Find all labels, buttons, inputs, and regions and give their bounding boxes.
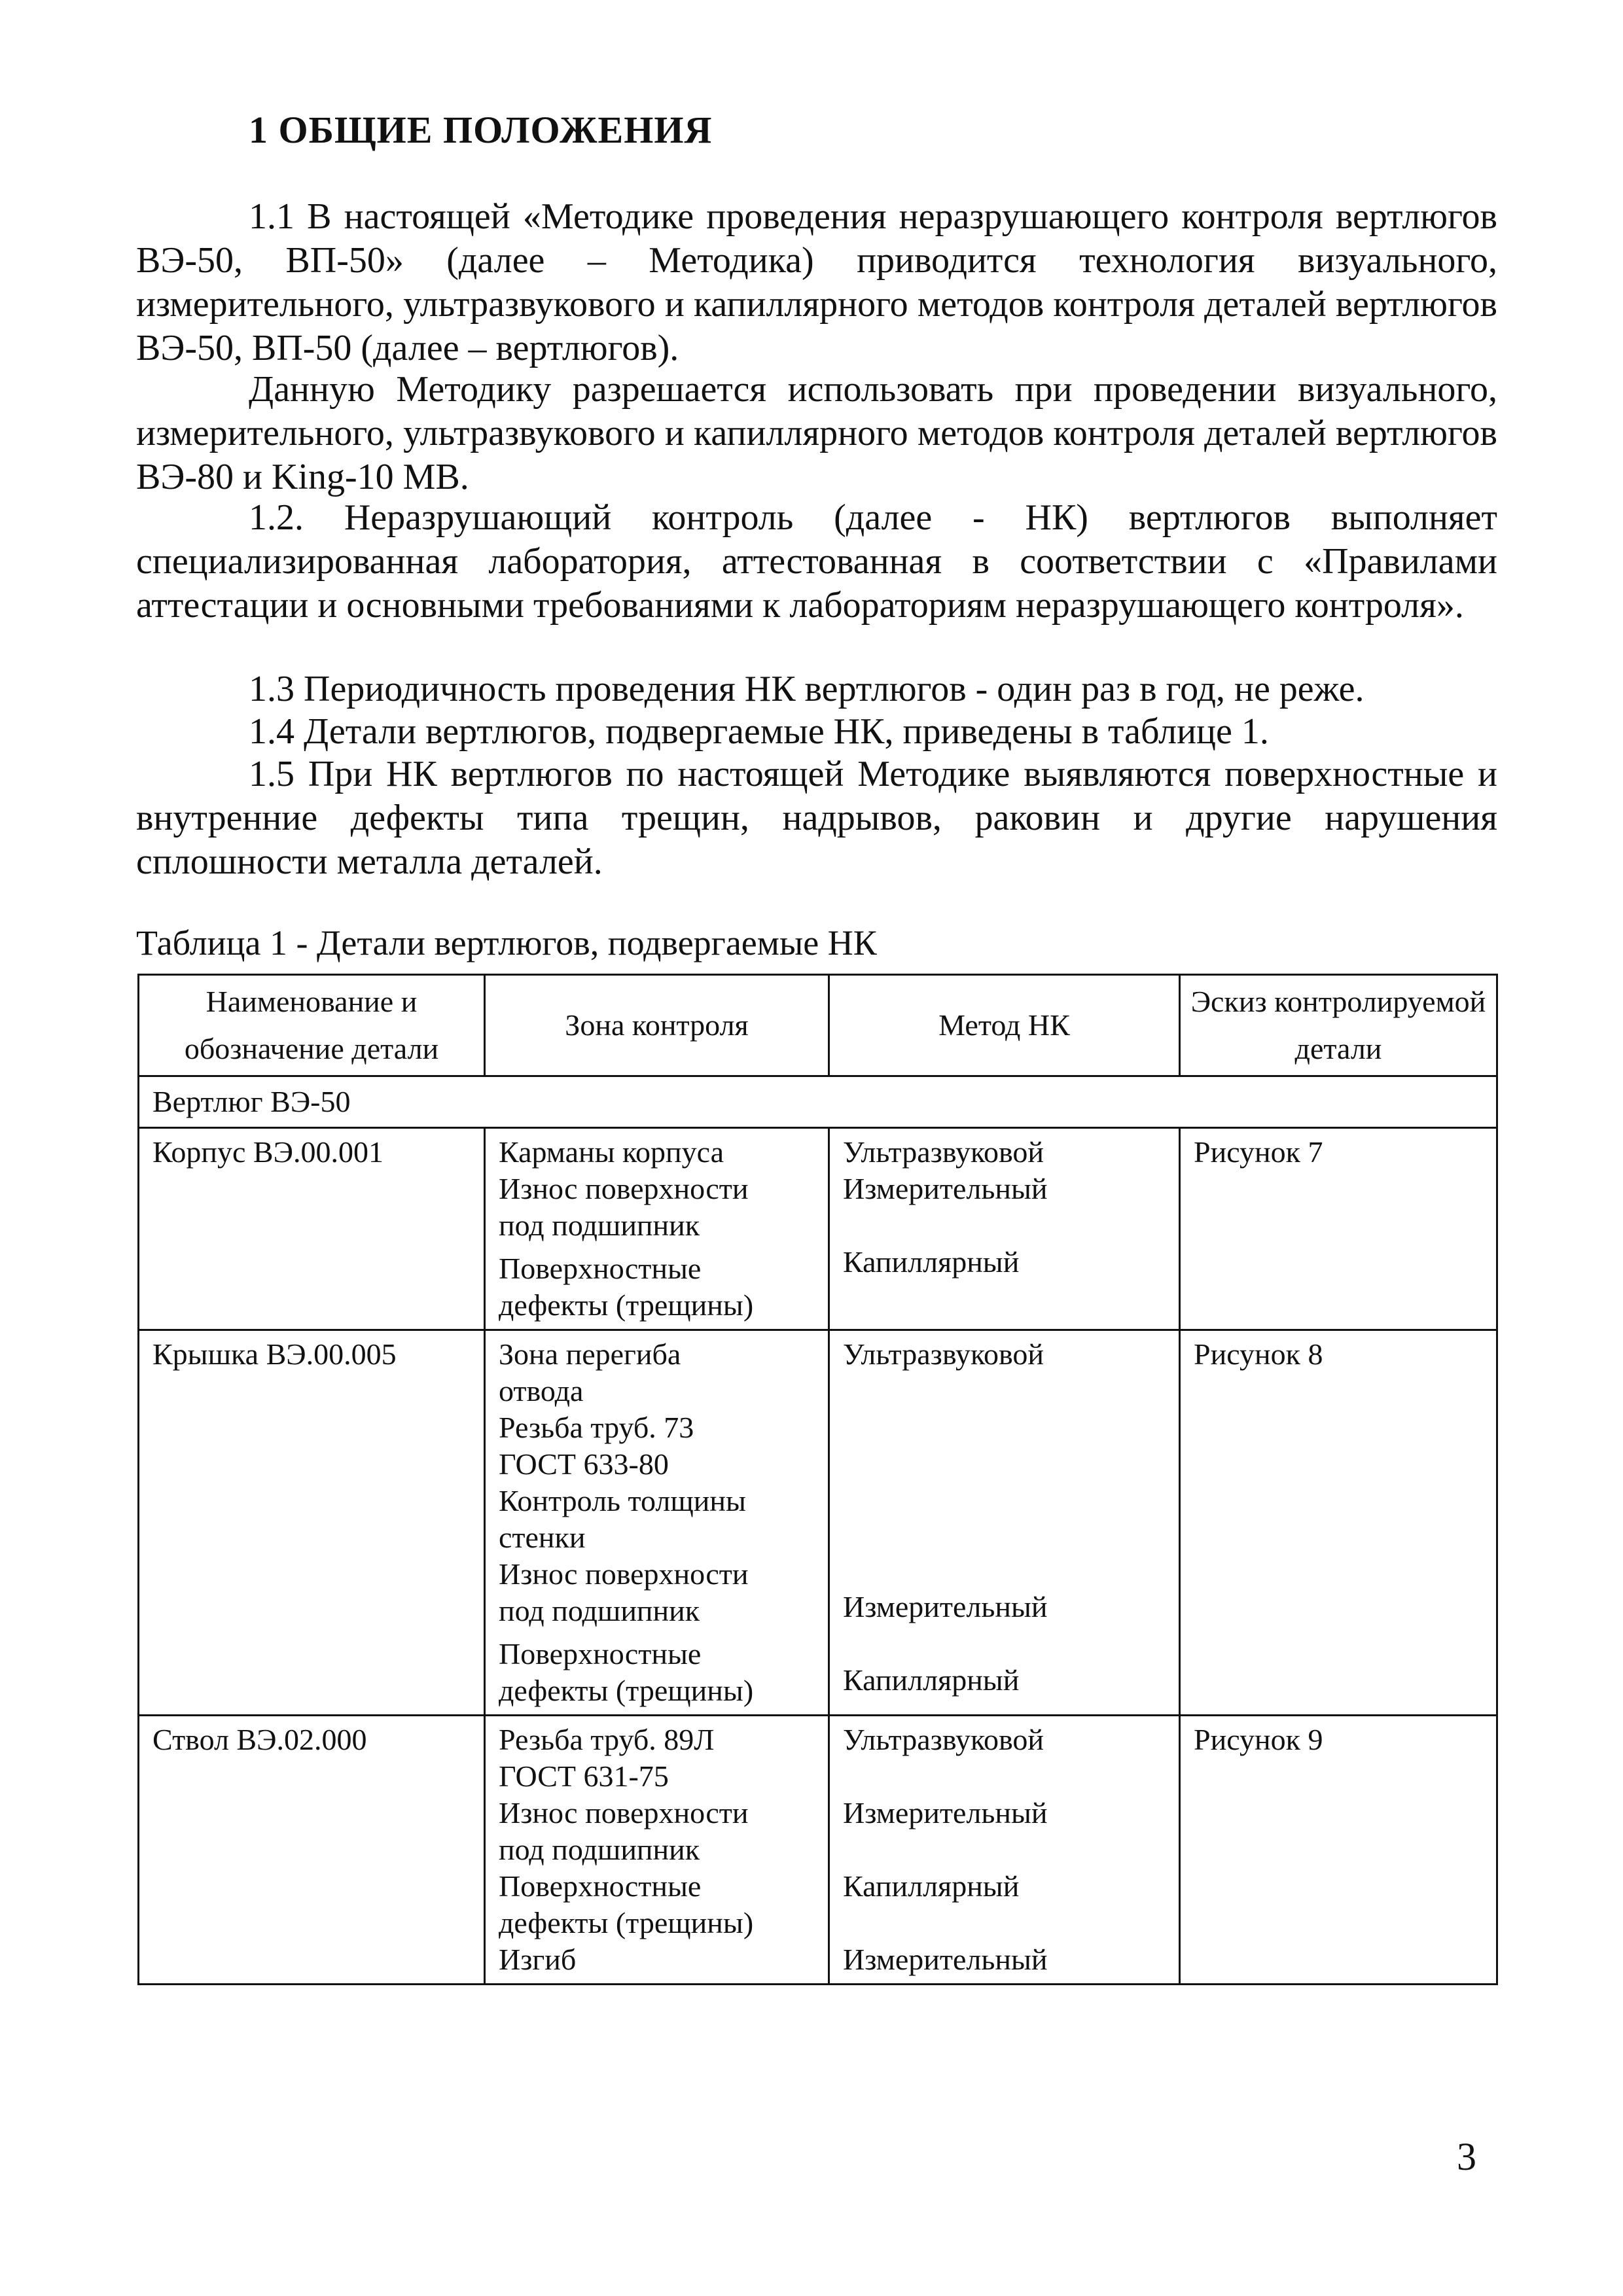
control-zones	[485, 1716, 829, 1985]
zone-line: Износ поверхности	[499, 1172, 749, 1205]
method-line: Измерительный	[843, 1172, 1048, 1205]
method-line: Ультразвуковой	[843, 1135, 1044, 1169]
table-group-row	[139, 1076, 1497, 1128]
part-name: Ствол ВЭ.02.000	[139, 1716, 485, 1985]
method-line: Капиллярный	[843, 1245, 1020, 1279]
table-row	[139, 1128, 1497, 1330]
control-zones	[485, 1330, 829, 1716]
zone-line: дефекты (трещины)	[499, 1906, 754, 1939]
zone-line: ГОСТ 631-75	[499, 1759, 669, 1793]
zone-line: ГОСТ 633-80	[499, 1447, 669, 1481]
zone-line: Износ поверхности	[499, 1796, 749, 1829]
method-line: Капиллярный	[843, 1869, 1020, 1903]
method-line: Ультразвуковой	[843, 1337, 1044, 1371]
paragraph-1-4: 1.4 Детали вертлюгов, подвергаемые НК, приведены в таблице 1.	[249, 711, 1269, 752]
sketch-ref: Рисунок 7	[1180, 1128, 1497, 1330]
zone-line: Поверхностные	[499, 1637, 702, 1670]
zone-line: Поверхностные	[499, 1252, 702, 1285]
zone-line: Изгиб	[499, 1943, 577, 1976]
zone-line: стенки	[499, 1521, 586, 1554]
zone-line: Резьба труб. 73	[499, 1411, 694, 1444]
zone-line: Резьба труб. 89Л	[499, 1723, 715, 1756]
paragraph-1-5: 1.5 При НК вертлюгов по настоящей Методике выявляются поверхностные и внутренние дефекты типа трещин, надрывов, раковин и другие нарушения сплошности металла деталей.	[136, 754, 1497, 882]
zone-line: Поверхностные	[499, 1869, 702, 1903]
table-row	[139, 1716, 1497, 1985]
zone-line: дефекты (трещины)	[499, 1674, 754, 1707]
paragraph-1-2: 1.2. Неразрушающий контроль (далее - НК) вертлюгов выполняет специализированная лаборатория, аттестованная в соответствии с «Правилами аттестации и основными требованиями к лабораториям неразрушающего контроля».	[136, 497, 1497, 626]
zone-line: под подшипник	[499, 1833, 700, 1866]
control-zones	[485, 1128, 829, 1330]
header-sketch: Эскиз контролируемой детали	[1180, 975, 1497, 1076]
paragraph-1-3: 1.3 Периодичность проведения НК вертлюгов - один раз в год, не реже.	[249, 669, 1364, 709]
zone-line: под подшипник	[499, 1594, 700, 1627]
zone-line: Карманы корпуса	[499, 1135, 724, 1169]
header-part-name: Наименование и обозначение детали	[139, 975, 485, 1076]
paragraph-usage: Данную Методику разрешается использовать при проведении визуального, измерительного, ультразвукового и капиллярного методов контроля деталей вертлюгов ВЭ-80 и King-10 МВ.	[136, 369, 1497, 497]
paragraph-1-1: 1.1 В настоящей «Методике проведения неразрушающего контроля вертлюгов ВЭ-50, ВП-50» (далее – Методика) приводится технология визуального, измерительного, ультразвукового и капиллярного методов контроля деталей вертлюгов ВЭ-50, ВП-50 (далее – вертлюгов).	[136, 196, 1497, 368]
zone-line: отвода	[499, 1374, 584, 1407]
header-control-zone: Зона контроля	[485, 975, 829, 1076]
method-line: Капиллярный	[843, 1663, 1020, 1697]
part-name: Крышка ВЭ.00.005	[139, 1330, 485, 1716]
zone-line: дефекты (трещины)	[499, 1288, 754, 1322]
method-line: Измерительный	[843, 1943, 1048, 1976]
table-caption: Таблица 1 - Детали вертлюгов, подвергаемые НК	[136, 923, 877, 963]
header-ndt-method: Метод НК	[829, 975, 1180, 1076]
part-name: Корпус ВЭ.00.001	[139, 1128, 485, 1330]
ndt-methods	[829, 1330, 1180, 1716]
group-label: Вертлюг ВЭ-50	[139, 1076, 1497, 1128]
method-line: Ультразвуковой	[843, 1723, 1044, 1756]
table-header-row	[139, 975, 1497, 1076]
table-row	[139, 1330, 1497, 1716]
section-heading: 1 ОБЩИЕ ПОЛОЖЕНИЯ	[249, 109, 713, 151]
ndt-methods	[829, 1128, 1180, 1330]
zone-line: Контроль толщины	[499, 1484, 746, 1517]
sketch-ref: Рисунок 9	[1180, 1716, 1497, 1985]
parts-table	[137, 974, 1498, 1985]
method-line: Измерительный	[843, 1796, 1048, 1829]
zone-line: под подшипник	[499, 1209, 700, 1242]
method-line: Измерительный	[843, 1590, 1048, 1623]
zone-line: Зона перегиба	[499, 1337, 681, 1371]
ndt-methods	[829, 1716, 1180, 1985]
sketch-ref: Рисунок 8	[1180, 1330, 1497, 1716]
zone-line: Износ поверхности	[499, 1557, 749, 1591]
page-number: 3	[1457, 2135, 1476, 2178]
